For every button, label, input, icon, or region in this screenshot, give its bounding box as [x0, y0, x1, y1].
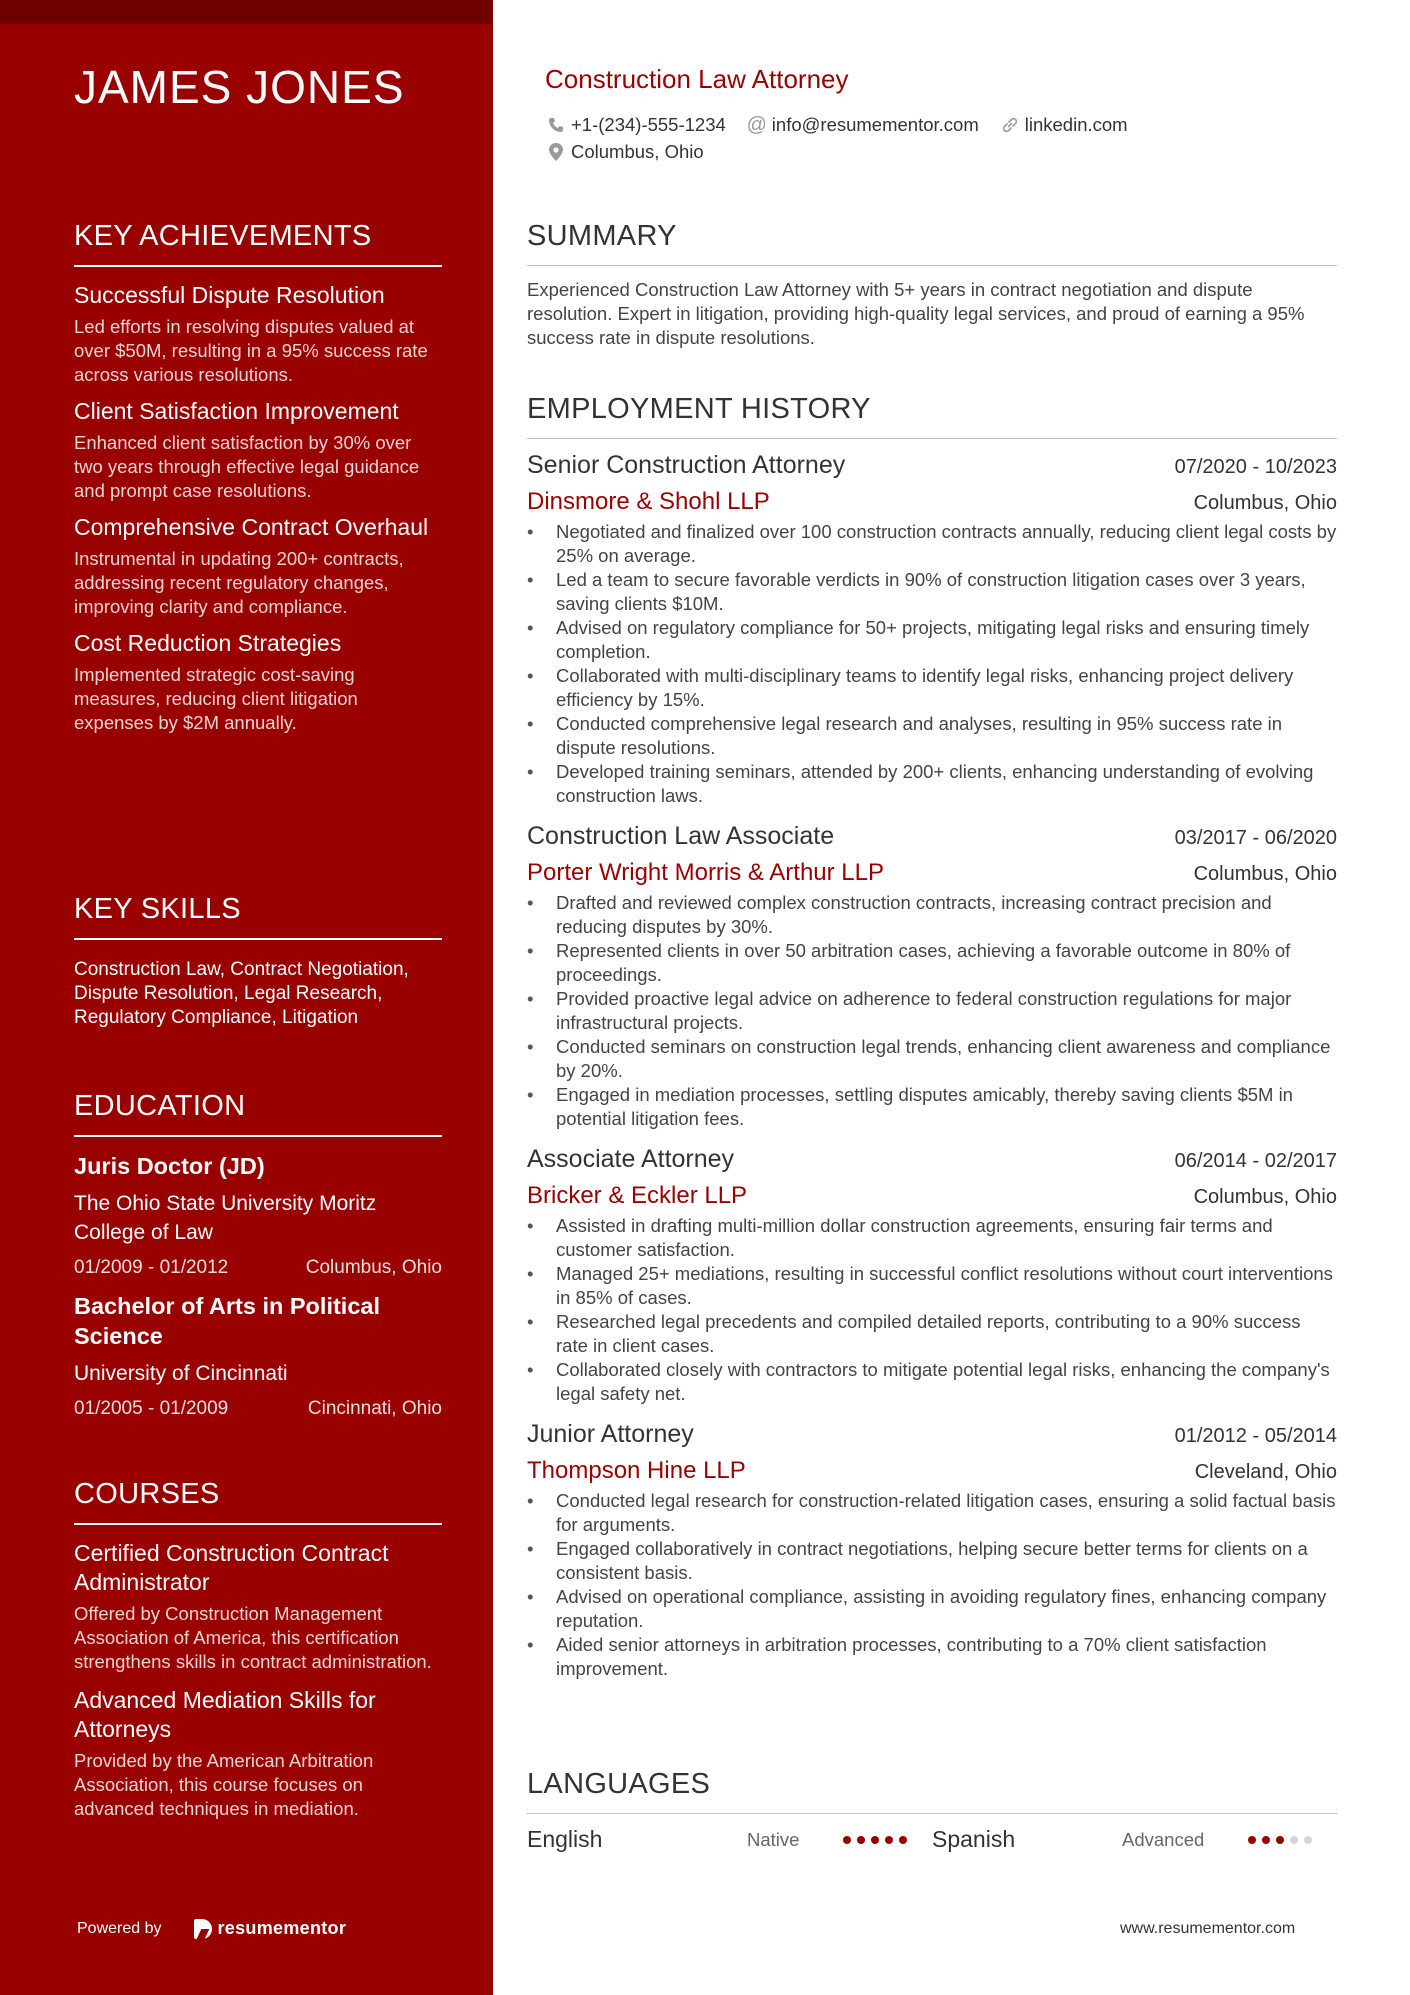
language-level: Advanced: [1122, 1828, 1205, 1850]
job-location: Cleveland, Ohio: [1194, 1461, 1337, 1483]
education-degree: Bachelor of Arts in Political Science: [74, 1293, 380, 1349]
language-rating: [1248, 1836, 1318, 1844]
rating-dot: [899, 1836, 907, 1844]
job-bullets: [527, 520, 1337, 808]
employment-section: [527, 393, 1337, 1681]
footer-url[interactable]: www.resumementor.com: [1120, 1920, 1296, 1937]
job-bullet: • Engaged in mediation processes, settling disputes amicably, thereby saving clients $5M in potential litigation fees.: [527, 1083, 1337, 1131]
job-role: Junior Attorney: [527, 1420, 694, 1448]
education-location: Cincinnati, Ohio: [307, 1398, 442, 1419]
job-company: Bricker & Eckler LLP: [527, 1182, 748, 1209]
job-entry: [527, 1420, 1337, 1681]
job-bullet: • Collaborated with multi-disciplinary teams to identify legal risks, enhancing project delivery efficiency by 15%.: [527, 664, 1337, 712]
phone-text: +1-(234)-555-1234: [571, 114, 726, 135]
rating-dot: [1276, 1836, 1284, 1844]
courses-heading: COURSES: [74, 1478, 442, 1525]
language-item: [932, 1826, 1337, 1853]
education-item: [74, 1291, 442, 1420]
powered-by-label: Powered by: [77, 1919, 162, 1937]
job-bullet: • Provided proactive legal advice on adherence to federal construction regulations for major infrastructural projects.: [527, 987, 1337, 1035]
linkedin-text: linkedin.com: [1024, 114, 1128, 135]
job-bullet: • Represented clients in over 50 arbitration cases, achieving a favorable outcome in 80% of proceedings.: [527, 939, 1337, 987]
course-title: Advanced Mediation Skills for Attorneys: [74, 1687, 376, 1742]
job-location: Columbus, Ohio: [1193, 492, 1337, 514]
powered-by: [77, 1918, 346, 1939]
rating-dot: [1304, 1836, 1312, 1844]
achievement-item: [74, 513, 442, 619]
job-bullet: • Aided senior attorneys in arbitration processes, contributing to a 70% client satisfaction improvement.: [527, 1633, 1337, 1681]
rating-dot: [1290, 1836, 1298, 1844]
sidebar: [0, 0, 493, 1995]
languages-heading: LANGUAGES: [527, 1768, 1337, 1814]
job-company: Dinsmore & Shohl LLP: [527, 488, 770, 515]
job-bullet: • Conducted seminars on construction legal trends, enhancing client awareness and compliance by 20%.: [527, 1035, 1337, 1083]
location-row: [547, 141, 726, 163]
brand-logo-icon: [194, 1919, 212, 1939]
skills-list: Construction Law, Contract Negotiation, Dispute Resolution, Legal Research, Regulatory Compliance, Litigation: [74, 959, 409, 1028]
job-company: Porter Wright Morris & Arthur LLP: [527, 859, 884, 886]
course-item: [74, 1686, 442, 1821]
skills-section: [74, 893, 442, 1030]
course-desc: Offered by Construction Management Association of America, this certification strengthens skills in contract administration.: [74, 1603, 432, 1672]
education-degree: Juris Doctor (JD): [74, 1153, 265, 1179]
rating-dot: [1262, 1836, 1270, 1844]
job-bullet: • Advised on regulatory compliance for 50+ projects, mitigating legal risks and ensuring timely completion.: [527, 616, 1337, 664]
rating-dot: [1248, 1836, 1256, 1844]
job-bullet: • Drafted and reviewed complex construction contracts, increasing contract precision and reducing disputes by 30%.: [527, 891, 1337, 939]
job-dates: 03/2017 - 06/2020: [1174, 827, 1337, 849]
employment-heading: EMPLOYMENT HISTORY: [527, 393, 1337, 439]
language-level: Native: [747, 1828, 800, 1850]
skills-heading: KEY SKILLS: [74, 893, 442, 940]
contact-location: [547, 141, 704, 163]
candidate-name: JAMES JONES: [74, 61, 405, 113]
education-school: The Ohio State University Moritz College of Law: [74, 1192, 377, 1244]
summary-text: Experienced Construction Law Attorney with 5+ years in contract negotiation and dispute resolution. Expert in litigation, providing high-quality legal services, and proud of earning a 95% success rate in dispute resolutions.: [527, 279, 1305, 348]
job-bullets: [527, 1214, 1337, 1406]
job-bullet: • Advised on operational compliance, assisting in avoiding regulatory fines, enhancing company reputation.: [527, 1585, 1337, 1633]
job-bullet: • Led a team to secure favorable verdicts in 90% of construction litigation cases over 3 years, saving clients $10M.: [527, 568, 1337, 616]
rating-dot: [871, 1836, 879, 1844]
job-entry: [527, 822, 1337, 1131]
brand-logo[interactable]: [194, 1918, 347, 1939]
achievement-item: [74, 629, 442, 735]
achievement-title: Client Satisfaction Improvement: [74, 398, 399, 424]
location-text: Columbus, Ohio: [571, 141, 704, 162]
languages-section: [527, 1768, 1337, 1853]
job-bullet: • Assisted in drafting multi-million dollar construction agreements, ensuring fair terms and customer satisfaction.: [527, 1214, 1337, 1262]
achievement-item: [74, 281, 442, 387]
job-dates: 06/2014 - 02/2017: [1174, 1150, 1337, 1172]
achievements-section: [74, 220, 442, 735]
rating-dot: [885, 1836, 893, 1844]
courses-section: [74, 1478, 442, 1821]
education-section: [74, 1090, 442, 1420]
sidebar-top-bar: [0, 0, 493, 24]
link-icon: [1001, 116, 1019, 134]
phone-icon: [547, 116, 565, 134]
contact-phone[interactable]: [547, 114, 726, 136]
achievement-title: Comprehensive Contract Overhaul: [74, 514, 429, 540]
job-role: Senior Construction Attorney: [527, 451, 846, 479]
job-entry: [527, 451, 1337, 808]
course-item: [74, 1539, 442, 1674]
summary-heading: SUMMARY: [527, 220, 1337, 266]
job-bullet: • Engaged collaboratively in contract negotiations, helping secure better terms for clients on a consistent basis.: [527, 1537, 1337, 1585]
job-dates: 01/2012 - 05/2014: [1174, 1425, 1337, 1447]
job-bullet: • Developed training seminars, attended by 200+ clients, enhancing understanding of evolving construction laws.: [527, 760, 1337, 808]
education-heading: EDUCATION: [74, 1090, 442, 1137]
education-dates: 01/2009 - 01/2012: [74, 1257, 229, 1278]
language-name: English: [527, 1826, 603, 1852]
job-bullet: • Researched legal precedents and compiled detailed reports, contributing to a 90% success rate in client cases.: [527, 1310, 1337, 1358]
achievement-desc: Led efforts in resolving disputes valued at over $50M, resulting in a 95% success rate across various resolutions.: [74, 316, 428, 385]
rating-dot: [857, 1836, 865, 1844]
language-item: [527, 1826, 932, 1853]
course-title: Certified Construction Contract Administrator: [74, 1540, 389, 1595]
achievement-title: Cost Reduction Strategies: [74, 630, 342, 656]
summary-section: [527, 220, 1337, 350]
language-rating: [843, 1836, 913, 1844]
achievement-desc: Enhanced client satisfaction by 30% over two years through effective legal guidance and prompt case resolutions.: [74, 432, 420, 501]
job-bullet: • Conducted legal research for construction-related litigation cases, ensuring a solid factual basis for arguments.: [527, 1489, 1337, 1537]
job-location: Columbus, Ohio: [1193, 863, 1337, 885]
target-job-title: Construction Law Attorney: [545, 64, 849, 94]
email-text: info@resumementor.com: [771, 114, 979, 135]
job-bullet: • Collaborated closely with contractors to mitigate potential legal risks, enhancing the company's legal safety net.: [527, 1358, 1337, 1406]
location-pin-icon: [547, 143, 565, 161]
achievement-title: Successful Dispute Resolution: [74, 282, 385, 308]
achievement-desc: Implemented strategic cost-saving measures, reducing client litigation expenses by $2M annually.: [74, 664, 358, 733]
job-location: Columbus, Ohio: [1193, 1186, 1337, 1208]
education-item: [74, 1151, 442, 1279]
job-bullet: • Conducted comprehensive legal research and analyses, resulting in 95% success rate in dispute resolutions.: [527, 712, 1337, 760]
language-name: Spanish: [932, 1826, 1016, 1852]
job-company: Thompson Hine LLP: [527, 1457, 746, 1484]
job-role: Associate Attorney: [527, 1145, 735, 1173]
achievement-item: [74, 397, 442, 503]
education-dates: 01/2005 - 01/2009: [74, 1398, 229, 1419]
achievement-desc: Instrumental in updating 200+ contracts, addressing recent regulatory changes, improving clarity and compliance.: [74, 548, 404, 617]
contact-row: [547, 114, 1150, 136]
job-entry: [527, 1145, 1337, 1406]
job-role: Construction Law Associate: [527, 822, 835, 850]
education-location: Columbus, Ohio: [305, 1257, 442, 1278]
achievements-heading: KEY ACHIEVEMENTS: [74, 220, 442, 267]
job-bullets: [527, 1489, 1337, 1681]
education-school: University of Cincinnati: [74, 1362, 288, 1385]
course-desc: Provided by the American Arbitration Association, this course focuses on advanced techniques in mediation.: [74, 1750, 374, 1819]
rating-dot: [843, 1836, 851, 1844]
at-icon: @: [746, 113, 767, 136]
contact-linkedin[interactable]: [1001, 114, 1128, 136]
contact-email[interactable]: [748, 114, 979, 136]
job-bullets: [527, 891, 1337, 1131]
job-bullet: • Managed 25+ mediations, resulting in successful conflict resolutions without court interventions in 85% of cases.: [527, 1262, 1337, 1310]
job-bullet: • Negotiated and finalized over 100 construction contracts annually, reducing client legal costs by 25% on average.: [527, 520, 1337, 568]
brand-name: resumementor: [217, 1918, 347, 1938]
job-dates: 07/2020 - 10/2023: [1174, 456, 1337, 478]
